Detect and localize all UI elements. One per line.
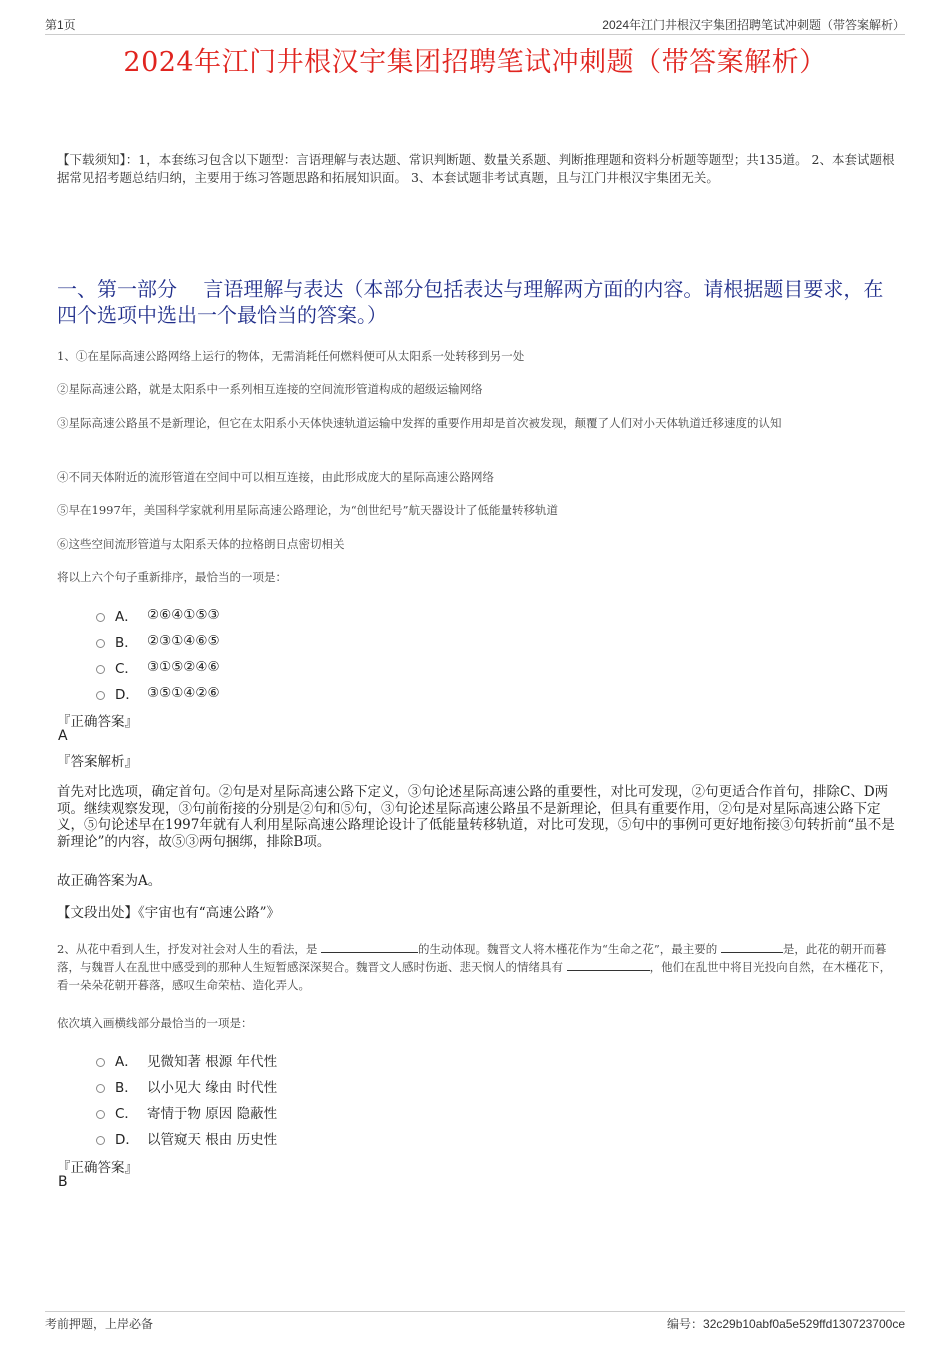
radio-icon[interactable] — [96, 639, 105, 648]
radio-icon[interactable] — [96, 1058, 105, 1067]
q2-option-b[interactable] — [96, 1076, 277, 1096]
option-text: 寄情于物 原因 隐蔽性 — [147, 1106, 278, 1122]
section-heading: 一、第一部分 言语理解与表达（本部分包括表达与理解两方面的内容。请根据题目要求，在四个选项中选出一个最恰当的答案。） — [57, 277, 884, 327]
footer-code-value: 32c29b10abf0a5e529ffd130723700ce — [703, 1317, 905, 1331]
option-text: ③①⑤②④⑥ — [147, 659, 220, 675]
option-text: 见微知著 根源 年代性 — [147, 1054, 278, 1070]
q2-answer: B — [58, 1174, 68, 1190]
option-letter: A． — [115, 609, 138, 625]
q2-blank-3 — [567, 970, 650, 971]
q1-sentence-5: ⑤早在1997年，美国科学家就利用星际高速公路理论，为“创世纪号”航天器设计了低能量转移轨道 — [57, 503, 559, 517]
q1-option-a[interactable] — [96, 605, 220, 625]
option-letter: C． — [115, 1106, 138, 1122]
option-text: ②⑥④①⑤③ — [147, 607, 220, 623]
header-divider — [45, 34, 905, 35]
q1-answer: A — [58, 728, 68, 744]
q1-source: 【文段出处】《宇宙也有“高速公路”》 — [57, 905, 281, 921]
q1-answer-label: 『正确答案』 — [57, 714, 138, 730]
radio-icon[interactable] — [96, 1084, 105, 1093]
option-letter: C． — [115, 661, 138, 677]
radio-icon[interactable] — [96, 1136, 105, 1145]
q1-sentence-6: ⑥这些空间流形管道与太阳系天体的拉格朗日点密切相关 — [57, 537, 345, 551]
q1-analysis-label: 『答案解析』 — [57, 754, 138, 770]
q2-stem-part-4: ，他们在乱世中将目光投向自然，在木槿花下，看一朵朵花朝开暮落，感叹生命荣枯、造化弄人。 — [57, 960, 892, 992]
radio-icon[interactable] — [96, 665, 105, 674]
option-letter: D． — [115, 687, 139, 703]
q2-stem-part-1: 2、从花中看到人生，抒发对社会对人生的看法，是 — [57, 942, 321, 956]
q1-prompt: 将以上六个句子重新排序，最恰当的一项是： — [57, 570, 287, 584]
option-letter: A． — [115, 1054, 138, 1070]
radio-icon[interactable] — [96, 613, 105, 622]
option-letter: B． — [115, 1080, 138, 1096]
radio-icon[interactable] — [96, 1110, 105, 1119]
download-notice: 【下载须知】：1，本套练习包含以下题型：言语理解与表达题、常识判断题、数量关系题、判断推理题和资料分析题等题型；共135道。 2、本套试题根据常见招考题总结归纳，主要用于练习答题思路和拓展知识面。 3、本套试题非考试真题，且与江门井根汉宇集团无关。 — [57, 152, 895, 185]
q1-sentence-2: ②星际高速公路，就是太阳系中一系列相互连接的空间流形管道构成的超级运输网络 — [57, 382, 483, 396]
footer-code-label: 编号： — [667, 1317, 704, 1331]
option-letter: B． — [115, 635, 138, 651]
radio-icon[interactable] — [96, 691, 105, 700]
q2-blank-2 — [721, 952, 783, 953]
q2-answer-label: 『正确答案』 — [57, 1160, 138, 1176]
q1-option-c[interactable] — [96, 657, 220, 677]
q2-option-c[interactable] — [96, 1102, 277, 1122]
option-text: ②③①④⑥⑤ — [147, 633, 220, 649]
q1-option-d[interactable] — [96, 683, 220, 703]
option-text: 以小见大 缘由 时代性 — [147, 1080, 278, 1096]
q1-sentence-3: ③星际高速公路虽不是新理论，但它在太阳系小天体快速轨道运输中发挥的重要作用却是首次被发现，颠覆了人们对小天体轨道迁移速度的认知 — [57, 416, 782, 430]
q1-sentence-4: ④不同天体附近的流形管道在空间中可以相互连接，由此形成庞大的星际高速公路网络 — [57, 470, 494, 484]
option-text: ③⑤①④②⑥ — [147, 685, 220, 701]
footer-divider — [45, 1311, 905, 1312]
q2-stem — [57, 940, 897, 994]
q2-stem-part-2: 的生动体现。魏晋文人将木槿花作为“生命之花”，最主要的 — [417, 942, 721, 956]
footer-code — [667, 1315, 905, 1332]
q1-analysis: 首先对比选项，确定首句。②句是对星际高速公路下定义，③句论述星际高速公路的重要性，对比可发现，②句更适合作首句，排除C、D两项。继续观察发现，③句前衔接的分别是②句和⑤句，③句论述星际高速公路虽不是新理论，但具有重要作用，②句是对星际高速公路下定义，⑤句论述早在1997年就有人利用星际高速公路理论设计了低能量转移轨道，对比可发现，⑤句中的事例可更好地衔接③句转折前“虽不是新理论”的内容，故⑤③两句捆绑，排除B项。 — [57, 784, 895, 850]
option-text: 以管窥天 根由 历史性 — [147, 1132, 278, 1148]
q1-conclusion: 故正确答案为A。 — [57, 873, 162, 889]
q2-option-d[interactable] — [96, 1128, 277, 1148]
q1-sentence-1: 1、①在星际高速公路网络上运行的物体，无需消耗任何燃料便可从太阳系一处转移到另一处 — [57, 349, 525, 363]
q2-option-a[interactable] — [96, 1050, 277, 1070]
footer-slogan: 考前押题，上岸必备 — [45, 1317, 154, 1331]
q2-prompt: 依次填入画横线部分最恰当的一项是： — [57, 1016, 253, 1030]
q2-stem-part-3: 是，此花的朝开而暮落，与魏晋人在乱世中感受到的那种人生短暂感深深契合。魏晋文人感时伤逝、悲天悯人的情绪具有 — [57, 942, 887, 974]
q1-option-b[interactable] — [96, 631, 220, 651]
option-letter: D． — [115, 1132, 139, 1148]
header-doc-title: 2024年江门井根汉宇集团招聘笔试冲刺题（带答案解析） — [602, 18, 905, 32]
q2-blank-1 — [321, 952, 418, 953]
page-number: 第1页 — [45, 18, 76, 32]
page-title: 2024年江门井根汉宇集团招聘笔试冲刺题（带答案解析） — [123, 47, 827, 78]
